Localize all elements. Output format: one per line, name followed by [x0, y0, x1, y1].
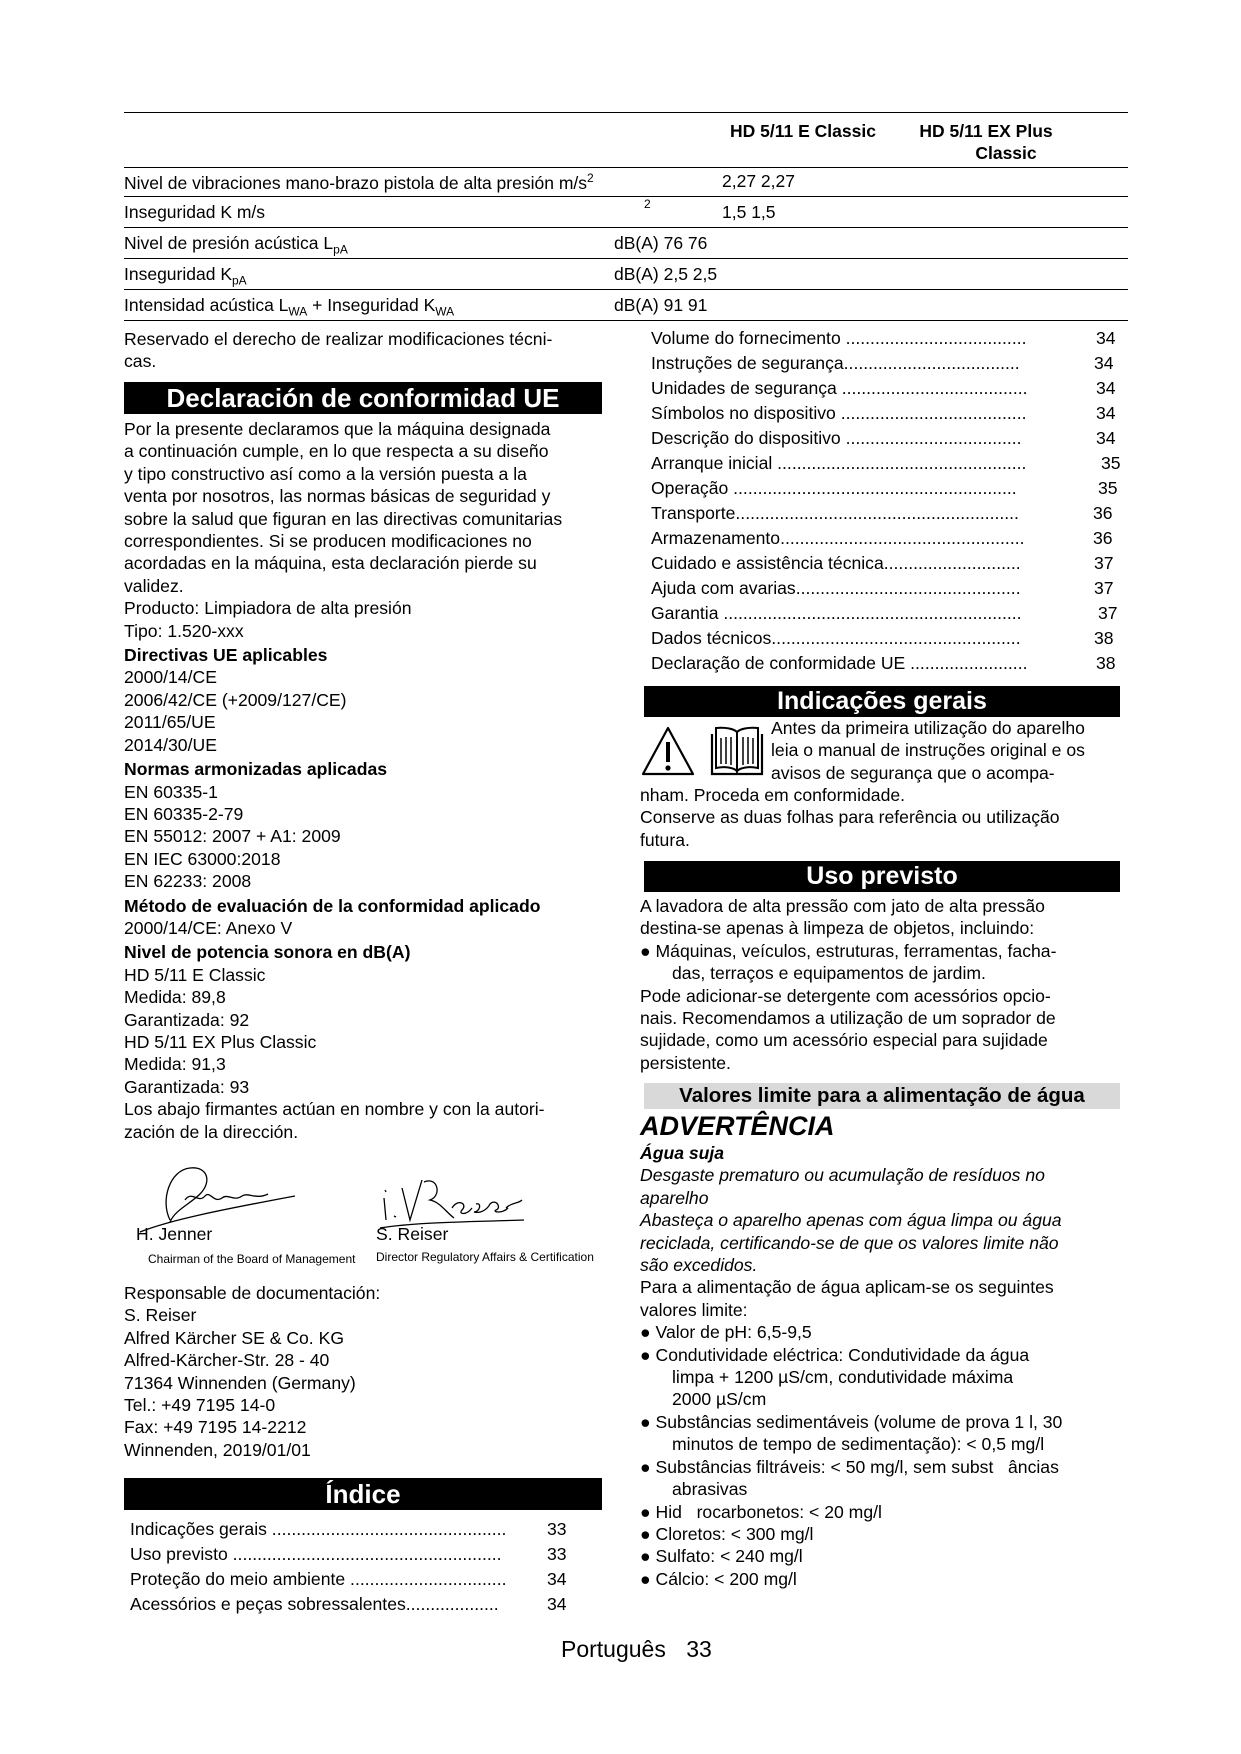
declaration-body: Por la presente declaramos que la máquina designada a continuación cumple, en lo que respecta a su diseño y tipo constructivo así como a la versión puesta a la venta por nosotros, las normas básicas de seguridad y sobre la salud que figuran en las directivas comunitarias correspondientes. Si se producen modificaciones no acordadas en la máquina, esta declaración pierde su validez. Producto: Limpiadora de alta presión Tipo: 1.520-xxx Directivas UE aplicables 2000/14/CE 2006/42/CE (+2009/127/CE) 2011/65/UE 2014/30/UE Normas armonizadas aplicadas EN 60335-1 EN 60335-2-79 EN 55012: 2007 + A1: 2009 EN IEC 63000:2018 EN 62233: 2008 Método de evaluación de la conformidad aplicado 2000/14/CE: Anexo V Nivel de potencia sonora en dB(A) HD 5/11 E Classic Medida: 89,8 Garantizada: 92 HD 5/11 EX Plus Classic Medida: 91,3 Garantizada: 93 Los abajo firmantes actúan en nombre y con la autori- zación de la dirección.	[124, 419, 563, 1142]
intended-use-heading: Uso previsto	[644, 861, 1120, 892]
directives-title: Directivas UE aplicables	[124, 645, 328, 666]
toc-item[interactable]: Armazenamento.................................................. 36	[651, 528, 1113, 548]
toc-item[interactable]: Instruções de segurança.................................... 34	[651, 353, 1114, 373]
toc-item[interactable]: Transporte.......................................................... 36	[651, 503, 1113, 523]
spec-header-col1: HD 5/11 E Classic	[730, 121, 876, 141]
toc-item[interactable]: Cuidado e assistência técnica............................ 37	[651, 553, 1114, 573]
general-body: nham. Proceda em conformidade. Conserve as duas folhas para referência ou utilização futura.	[640, 785, 1060, 850]
page-number: 33	[686, 1636, 712, 1662]
toc-item[interactable]: Volume do fornecimento ..................................... 34	[651, 328, 1116, 348]
sig2-title: Director Regulatory Affairs & Certification	[376, 1250, 594, 1264]
general-heading: Indicações gerais	[644, 686, 1120, 717]
warning-title: ADVERTÊNCIA	[640, 1111, 835, 1141]
sound-title: Nivel de potencia sonora en dB(A)	[124, 942, 411, 963]
spec-header-col2: HD 5/11 EX Plus Classic	[919, 121, 1053, 163]
sig1-name: H. Jenner	[136, 1224, 213, 1244]
spec-table-header	[124, 112, 1128, 168]
toc-item[interactable]: Arranque inicial ................................................... 35	[651, 453, 1121, 473]
norms-title: Normas armonizadas aplicadas	[124, 759, 388, 780]
spec-row: Nivel de vibraciones mano-brazo pistola de alta presión $m/s^2$ 2,27 2,27	[124, 166, 1128, 197]
spec-row: Inseguridad $K_{pA}$ dB(A) 2,5 2,5	[124, 259, 1128, 290]
index-item[interactable]: Acessórios e peças sobressalentes................... 34	[130, 1594, 567, 1614]
index-list	[130, 1519, 578, 1619]
index-item[interactable]: Indicações gerais ................................................ 33	[130, 1519, 567, 1539]
sig2-name: S. Reiser	[376, 1224, 449, 1244]
contact-block: Responsable de documentación: S. Reiser Alfred Kärcher SE & Co. KG Alfred-Kärcher-Str. 28 - 40 71364 Winnenden (Germany) Tel.: +49 7195 14-0 Fax: +49 7195 14-2212 Winnenden, 2019/01/01	[124, 1283, 381, 1460]
spec-row: Nivel de presión acústica $L_{pA}$ dB(A) 76 76	[124, 228, 1128, 259]
index-heading: Índice	[124, 1478, 602, 1510]
index-item[interactable]: Uso previsto ....................................................... 33	[130, 1544, 567, 1564]
footer-language: Português	[561, 1636, 666, 1662]
toc-item[interactable]: Unidades de segurança ...................................... 34	[651, 378, 1116, 398]
toc-item[interactable]: Dados técnicos................................................... 38	[651, 628, 1114, 648]
toc-item[interactable]: Descrição do dispositivo .................................... 34	[651, 428, 1116, 448]
intended-use-body: A lavadora de alta pressão com jato de alta pressão destina-se apenas à limpeza de objetos, incluindo: ● Máquinas, veículos, estruturas, ferramentas, facha- das, terraços e equipamentos de jardim. Pode adicionar-se detergente com acessórios opcio- nais. Recomendamos a utilização de um soprador de sujidade, como um acessório especial para sujidade persistente.	[640, 896, 1057, 1073]
toc-item[interactable]: Declaração de conformidade UE ........................ 38	[651, 653, 1116, 673]
sig1-title: Chairman of the Board of Management	[148, 1252, 356, 1266]
warning-block: Água suja Desgaste prematuro ou acumulação de resíduos no aparelho Abasteça o aparelho apenas com água limpa ou água reciclada, certificando-se de que os valores limite não são excedidos. Para a alimentação de água aplicam-se os seguintes valores limite: ● Valor de pH: 6,5-9,5 ● Condutividade eléctrica: Condutividade da água limpa + 1200 µS/cm, condutividade máxima 2000 µS/cm ● Substâncias sedimentáveis (volume de prova 1 l, 30 minutos de tempo de sedimentação): < 0,5 mg/l ● Substâncias filtráveis: < 50 mg/l, sem subst âncias abrasivas ● Hid rocarbonetos: < 20 mg/l ● Cloretos: < 300 mg/l ● Sulfato: < 240 mg/l ● Cálcio: < 200 mg/l	[640, 1143, 1063, 1589]
index-item[interactable]: Proteção do meio ambiente ................................ 34	[130, 1569, 567, 1589]
toc-list	[651, 328, 1121, 678]
manual-book-icon	[712, 728, 762, 774]
warning-manual-icons	[640, 724, 770, 778]
toc-item[interactable]: Símbolos no dispositivo ...................................... 34	[651, 403, 1116, 423]
spec-row: Inseguridad K m/s 2 1,5 1,5	[124, 197, 1128, 228]
toc-item[interactable]: Operação .......................................................... 35	[651, 478, 1118, 498]
toc-item[interactable]: Ajuda com avarias.............................................. 37	[651, 578, 1114, 598]
general-icon-text: Antes da primeira utilização do aparelho leia o manual de instruções original e os avisos de segurança que o acompa-	[771, 718, 1085, 783]
toc-item[interactable]: Garantia ............................................................. 37	[651, 603, 1118, 623]
warning-triangle-icon	[643, 728, 693, 774]
declaration-heading: Declaración de conformidad UE	[124, 382, 602, 414]
water-limits-heading: Valores limite para a alimentação de água	[644, 1083, 1120, 1109]
reserved-note: Reservado el derecho de realizar modificaciones técni- cas.	[124, 329, 553, 372]
footer	[561, 1636, 712, 1663]
method-title: Método de evaluación de la conformidad aplicado	[124, 895, 541, 916]
spec-row: Intensidad acústica $L_{WA}$ + Inseguridad $K_{WA}$ dB(A) 91 91	[124, 290, 1128, 321]
